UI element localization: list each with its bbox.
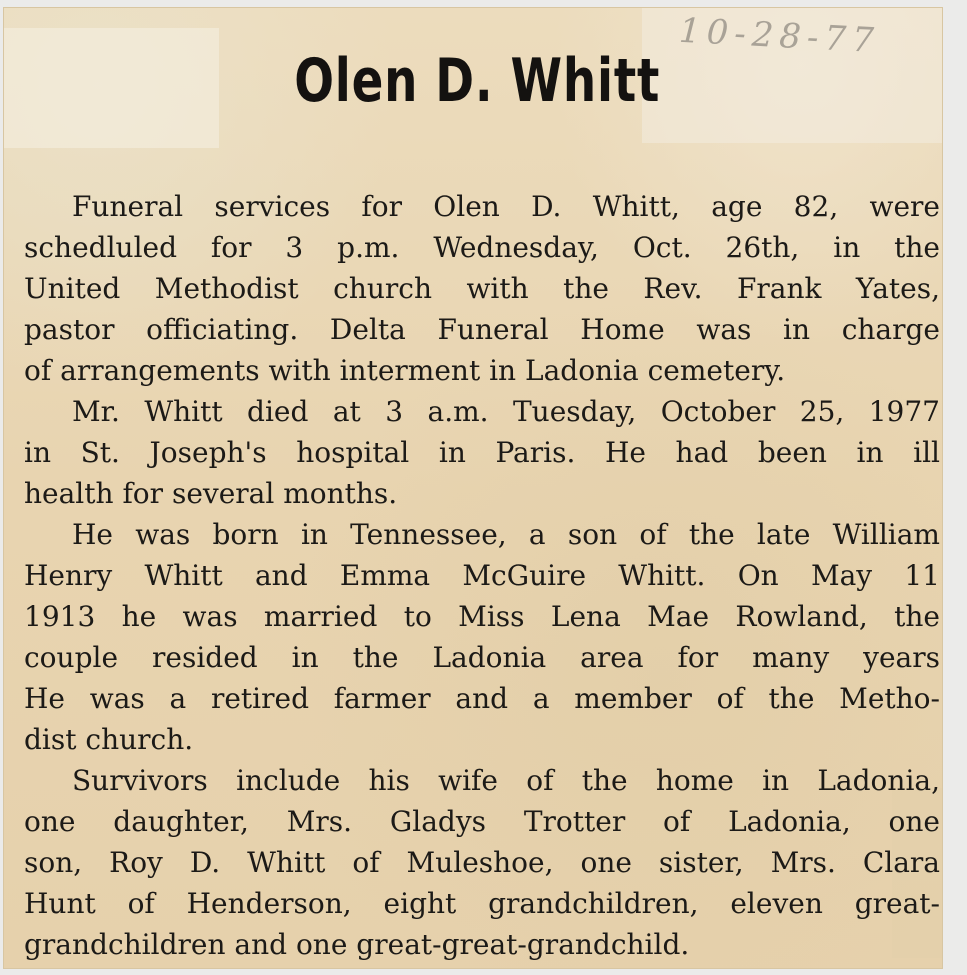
text-line: Henry Whitt and Emma McGuire Whitt. On May 11 <box>24 559 940 592</box>
newspaper-clipping <box>4 8 942 968</box>
paragraph-biography <box>24 514 940 760</box>
text-line: one daughter, Mrs. Gladys Trotter of Ladonia, one <box>24 805 940 838</box>
text-line: son, Roy D. Whitt of Muleshoe, one sister, Mrs. Clara <box>24 846 940 879</box>
text-line: dist church. <box>24 723 194 756</box>
text-line: of arrangements with interment in Ladonia cemetery. <box>24 354 786 387</box>
text-line: health for several months. <box>24 477 398 510</box>
text-line: He was a retired farmer and a member of the Metho- <box>24 682 940 715</box>
obituary-headline: Olen D. Whitt <box>294 46 661 116</box>
text-line: Funeral services for Olen D. Whitt, age 82, were <box>72 190 940 223</box>
text-line: Mr. Whitt died at 3 a.m. Tuesday, October 25, 1977 <box>72 395 940 428</box>
text-line: Hunt of Henderson, eight grandchildren, eleven great- <box>24 887 940 920</box>
obituary-body <box>24 186 940 965</box>
text-line: 1913 he was married to Miss Lena Mae Rowland, the <box>24 600 940 633</box>
paragraph-death <box>24 391 940 514</box>
handwritten-date: 10-28-77 <box>678 10 881 62</box>
text-line: in St. Joseph's hospital in Paris. He had been in ill <box>24 436 940 469</box>
paragraph-survivors <box>24 760 940 965</box>
paragraph-services <box>24 186 940 391</box>
text-line: schedluled for 3 p.m. Wednesday, Oct. 26th, in the <box>24 231 940 264</box>
text-line: grandchildren and one great-great-grandchild. <box>24 928 690 961</box>
text-line: He was born in Tennessee, a son of the late William <box>72 518 940 551</box>
text-line: pastor officiating. Delta Funeral Home was in charge <box>24 313 940 346</box>
text-line: United Methodist church with the Rev. Frank Yates, <box>24 272 940 305</box>
text-line: Survivors include his wife of the home in Ladonia, <box>72 764 940 797</box>
text-line: couple resided in the Ladonia area for many years <box>24 641 940 674</box>
